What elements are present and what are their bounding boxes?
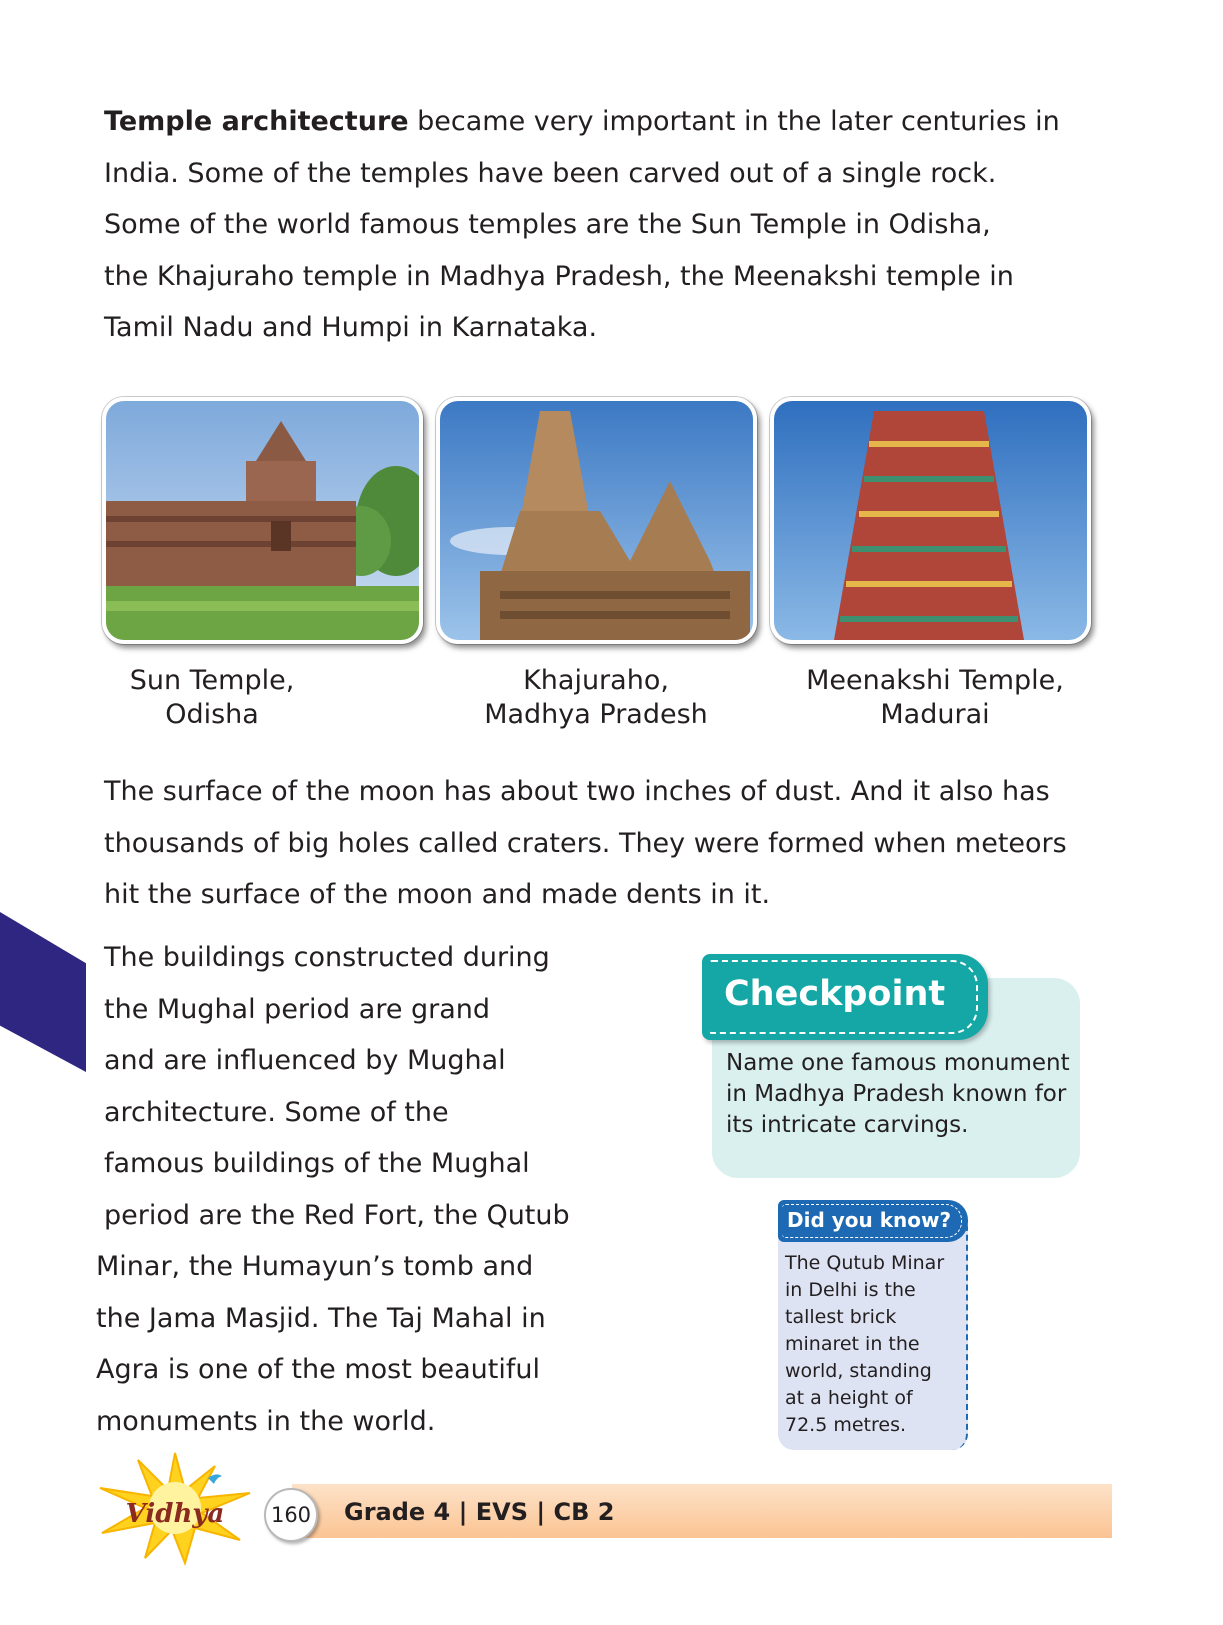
intro-line-2: India. Some of the temples have been carved out of a single rock. bbox=[104, 157, 997, 189]
did-you-know-title: Did you know? bbox=[787, 1208, 952, 1232]
vidhya-logo bbox=[90, 1448, 260, 1568]
sun-temple-photo bbox=[102, 397, 423, 644]
khajuraho-caption: Khajuraho, Madhya Pradesh bbox=[484, 665, 708, 730]
checkpoint-header bbox=[702, 954, 988, 1040]
checkpoint-question: Name one famous monument in Madhya Pradesh known for its intricate carvings. bbox=[726, 1050, 1070, 1138]
did-you-know-header bbox=[778, 1200, 968, 1242]
intro-line-4: the Khajuraho temple in Madhya Pradesh, the Meenakshi temple in bbox=[104, 260, 1014, 292]
moon-paragraph: The surface of the moon has about two inches of dust. And it also has thousands of big holes called craters. They were formed when meteors hit the surface of the moon and made dents in it. bbox=[104, 776, 1067, 910]
intro-line-3: Some of the world famous temples are the Sun Temple in Odisha, bbox=[104, 209, 991, 240]
footer-text: Grade 4 | EVS | CB 2 bbox=[344, 1498, 615, 1526]
checkpoint-title: Checkpoint bbox=[724, 974, 946, 1014]
khajuraho-photo bbox=[436, 397, 757, 644]
logo-text: Vidhya bbox=[125, 1499, 225, 1529]
bold-term: Temple architecture bbox=[104, 106, 409, 137]
meenakshi-caption: Meenakshi Temple, Madurai bbox=[806, 665, 1064, 730]
page-number: 160 bbox=[264, 1488, 318, 1542]
intro-line-5: Tamil Nadu and Humpi in Karnataka. bbox=[104, 312, 598, 343]
mughal-paragraph: The buildings constructed during the Mughal period are grand and are influenced by Mughal architecture. Some of the famous buildings of the Mughal period are the Red Fort, the Qutub Minar, the Humayun’s tomb and the Jama Masjid. The Taj Mahal in Agra is one of the most beautiful monuments in the world. bbox=[96, 942, 570, 1437]
sun-temple-caption: Sun Temple, Odisha bbox=[129, 665, 295, 730]
side-accent-tab bbox=[0, 912, 86, 1072]
meenakshi-temple-photo bbox=[770, 397, 1091, 644]
intro-line-1: Temple architecture became very important in the later centuries in bbox=[104, 106, 1060, 137]
did-you-know-text: The Qutub Minar in Delhi is the tallest brick minaret in the world, standing at a height of 72.5 metres. bbox=[785, 1252, 945, 1436]
intro-paragraph bbox=[104, 96, 1060, 354]
